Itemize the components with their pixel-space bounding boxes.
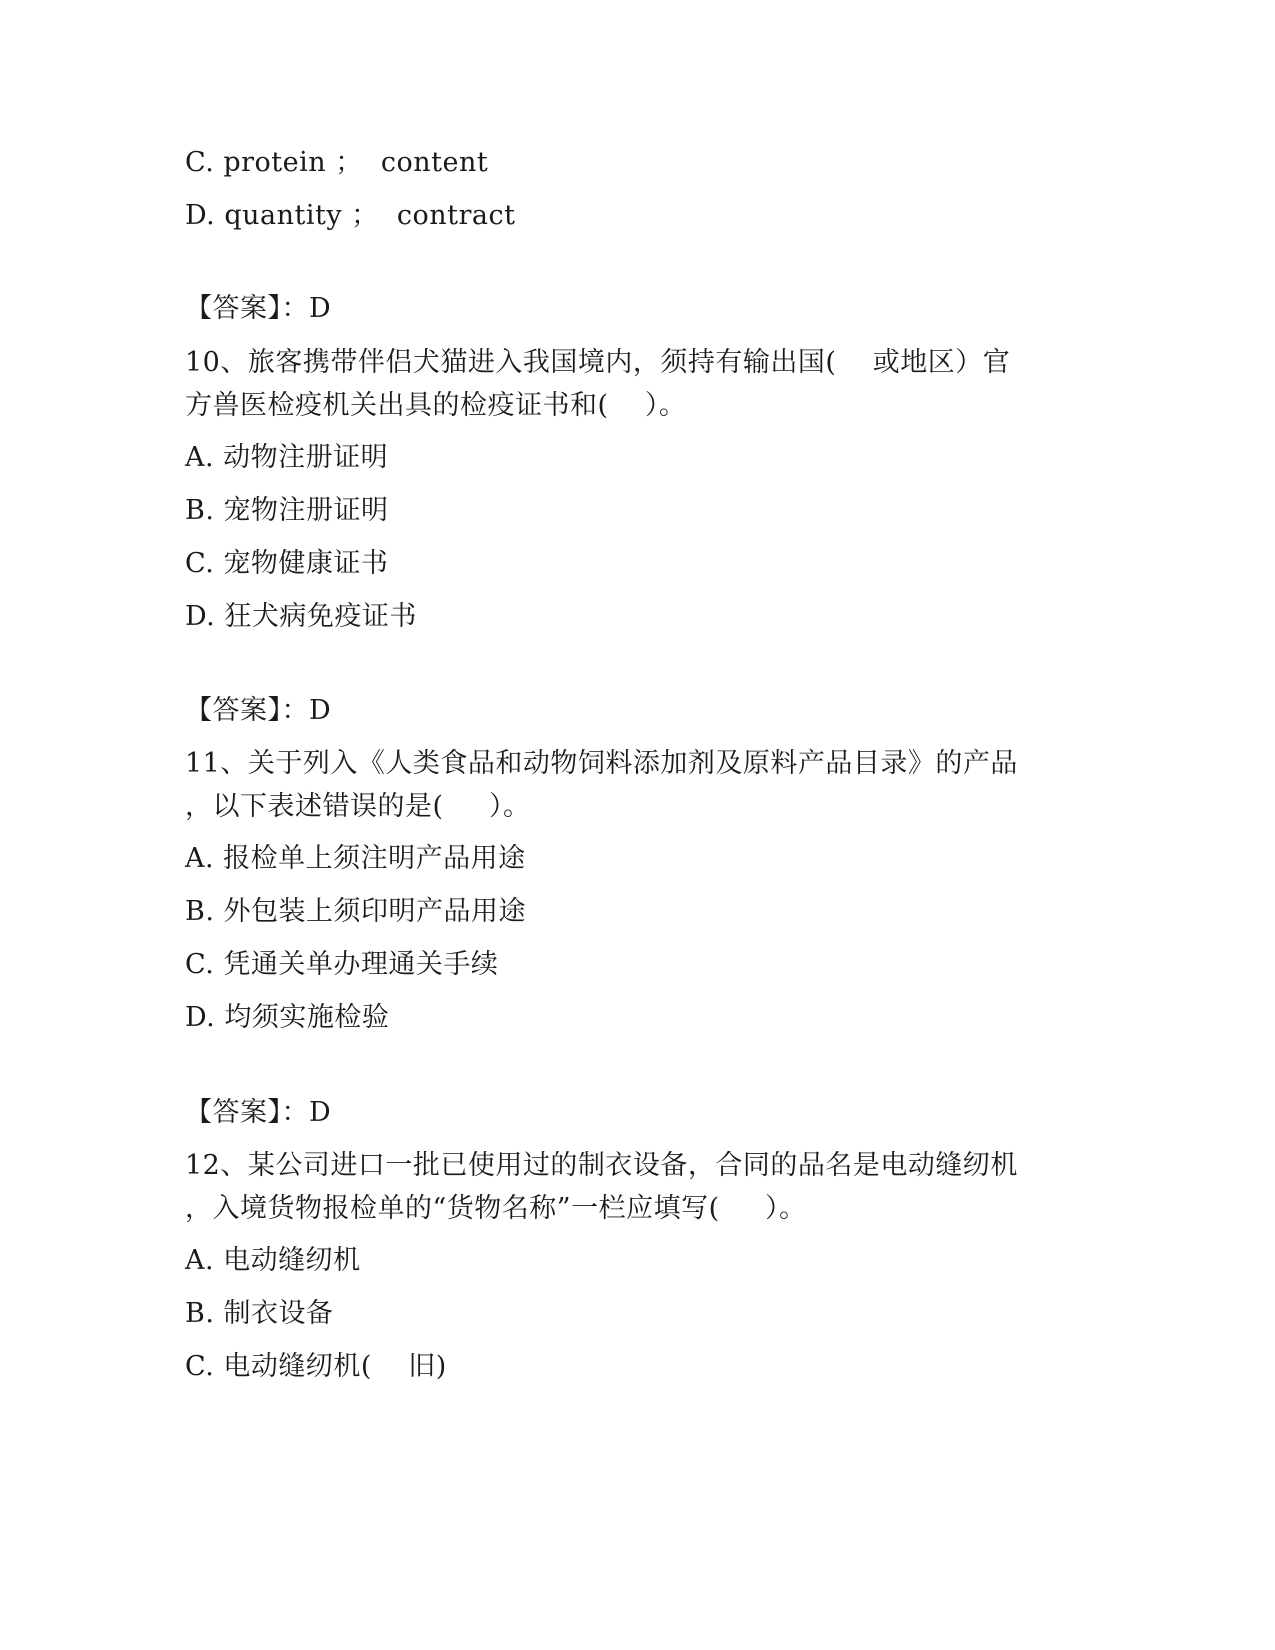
option-b: B. 外包装上须印明产品用途 — [185, 896, 527, 927]
question-10 — [185, 341, 1065, 427]
option-b: B. 宠物注册证明 — [185, 495, 389, 526]
answer-label: 【答案】：D — [185, 695, 332, 726]
question-text-line: 11、关于列入《人类食品和动物饲料添加剂及原料产品目录》的产品 — [185, 748, 1018, 779]
option-a: A. 报检单上须注明产品用途 — [185, 843, 526, 874]
answer-label: 【答案】：D — [185, 293, 332, 324]
option-c: C. protein ； content — [185, 147, 489, 178]
option-b: B. 制衣设备 — [185, 1298, 334, 1329]
option-d: D. 狂犬病免疫证书 — [185, 601, 417, 632]
option-d: D. 均须实施检验 — [185, 1002, 390, 1033]
option-a: A. 电动缝纫机 — [185, 1245, 361, 1276]
question-text-line: 方兽医检疫机关出具的检疫证书和( ）。 — [185, 390, 687, 421]
question-text-line: ，以下表述错误的是( ）。 — [185, 791, 531, 822]
question-text-line: 10、旅客携带伴侣犬猫进入我国境内，须持有输出国( 或地区）官 — [185, 347, 1011, 378]
option-c: C. 宠物健康证书 — [185, 548, 389, 579]
question-text-line: ，入境货物报检单的“货物名称”一栏应填写( ）。 — [185, 1193, 807, 1224]
option-c: C. 电动缝纫机( 旧) — [185, 1351, 447, 1382]
question-12 — [185, 1144, 1065, 1230]
option-c: C. 凭通关单办理通关手续 — [185, 949, 499, 980]
answer-label: 【答案】：D — [185, 1097, 332, 1128]
question-11 — [185, 742, 1065, 828]
option-d: D. quantity ； contract — [185, 200, 516, 231]
question-text-line: 12、某公司进口一批已使用过的制衣设备，合同的品名是电动缝纫机 — [185, 1150, 1018, 1181]
option-a: A. 动物注册证明 — [185, 442, 389, 473]
